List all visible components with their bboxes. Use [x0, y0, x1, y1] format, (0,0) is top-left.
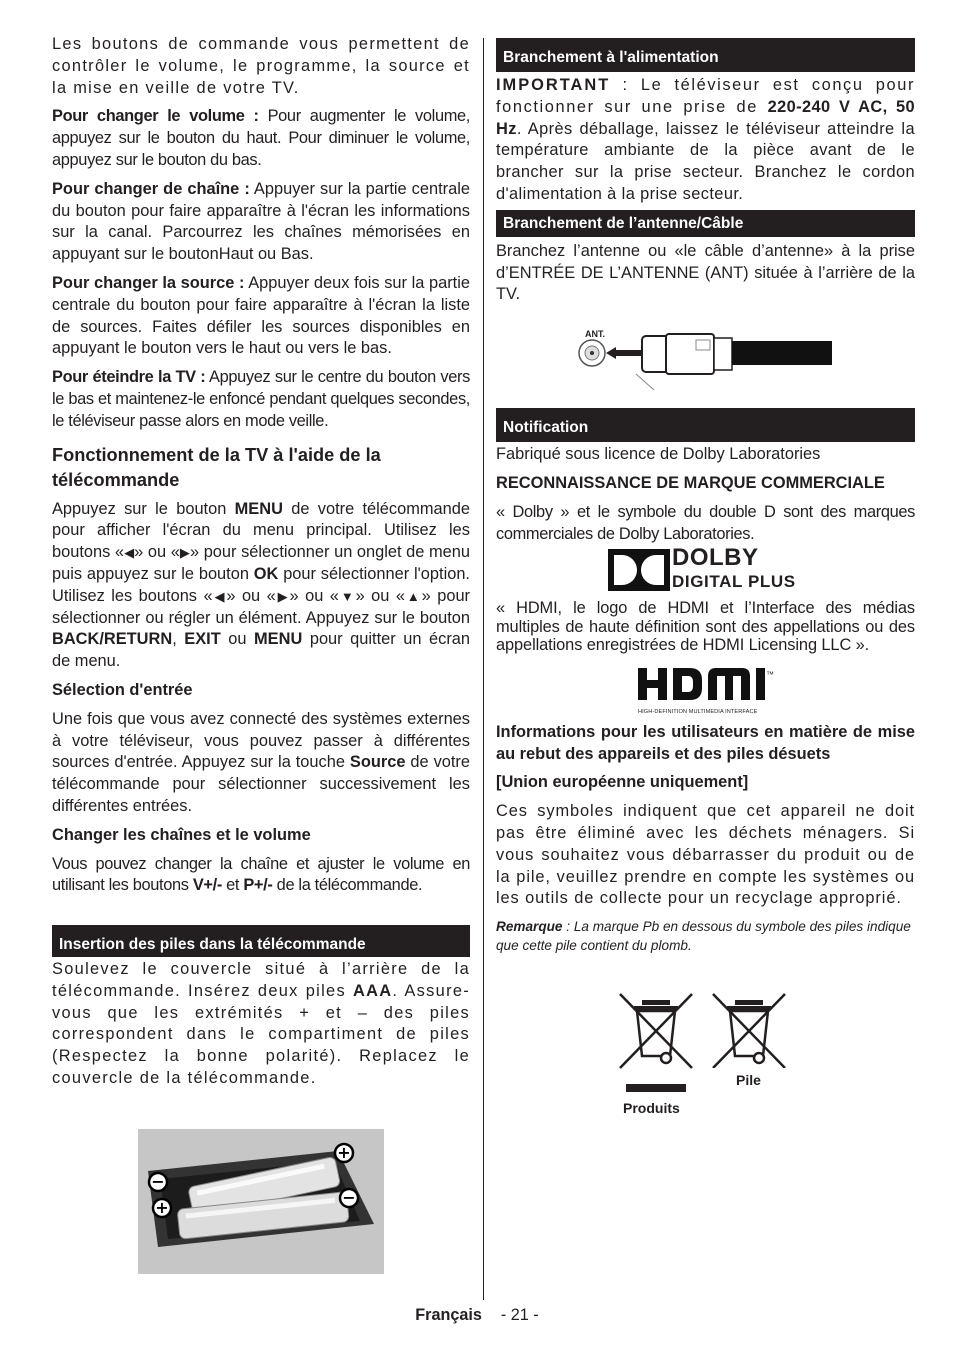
battery-label: Pile [736, 1072, 761, 1088]
menu-key: MENU [234, 499, 283, 518]
dolby-paragraph: « Dolby » et le symbole du double D sont des marques commerciales de Dolby Laboratories. [496, 502, 915, 543]
exit-key: EXIT [184, 630, 221, 649]
intro-paragraph: Les boutons de commande vous permettent de contrôler le volume, le programme, la source et la mise en veille de votre TV. [52, 35, 470, 97]
note-text: : La marque Pb en dessous du symbole des piles indique que cette pile contient du plomb. [496, 919, 911, 954]
antenna-diagram [496, 320, 915, 390]
power-section-bar: Branchement à l'alimentation [496, 38, 915, 72]
remote-heading: Fonctionnement de la TV à l'aide de la télécommande [52, 444, 381, 490]
source-paragraph [52, 273, 470, 360]
remote-paragraph [52, 499, 470, 673]
back-return-key: BACK/RETURN [52, 630, 173, 649]
remote-text-8: » ou « [355, 586, 405, 605]
hdmi-paragraph: « HDMI, le logo de HDMI et l’Interface des médias multiples de haute définition sont des appellations ou des appellations enregistrées de HDMI Licensing LLC ». [496, 599, 915, 655]
channel-paragraph [52, 179, 470, 266]
volume-key: V+/- [192, 876, 222, 895]
notification-section-bar: Notification [496, 408, 915, 442]
aaa-label: AAA [353, 981, 393, 1000]
volume-paragraph [52, 106, 470, 171]
battery-compartment-image [138, 1129, 384, 1274]
input-text-1: Une fois que vous avez connecté des systèmes externes à votre téléviseur, vous pouvez passer à différentes sources d'entrée. Appuyez sur la touche [52, 709, 470, 772]
channel-label: Pour changer de chaîne : [52, 179, 250, 198]
svg-text:+: + [337, 1143, 351, 1162]
remote-text-2: de votre télécommande pour afficher l'écran du menu principal. Utilisez les boutons « [52, 499, 470, 562]
left-arrow-icon: ◀ [212, 588, 227, 604]
chvol-text-1: Vous pouvez changer la chaîne et ajuster le volume en utilisant les boutons [52, 854, 470, 895]
batteries-text-2: . Assure-vous que les extrémités + et – des piles correspondent dans le compartiment de piles (Respectez la bonne polarité). Replacez le couvercle de la télécommande. [52, 981, 470, 1088]
hdmi-tm: ™ [766, 669, 774, 679]
power-paragraph [496, 75, 915, 206]
disposal-paragraph: Ces symboles indiquent que cet appareil ne doit pas être éliminé avec les déchets ménagers. Si vous souhaitez vous débarrasser du produit ou de la pile, veuillez prendre en compte les systèmes ou les outils de collecte pour un recyclage approprié. [496, 802, 915, 908]
power-text-1: : Le téléviseur est conçu pour fonctionner sur une prise de [496, 76, 915, 116]
dolby-logo-sub: DIGITAL PLUS [672, 572, 796, 592]
svg-text:+: + [155, 1198, 169, 1217]
remote-text-4: » pour sélectionner un onglet de menu puis appuyez sur le bouton [52, 543, 471, 583]
hdmi-logo [496, 662, 915, 714]
chvol-paragraph [52, 854, 470, 898]
dolby-licence-text: Fabriqué sous licence de Dolby Laboratories [496, 445, 821, 464]
important-label: IMPORTANT [496, 76, 611, 94]
batteries-section-bar: Insertion des piles dans la télécommande [52, 925, 470, 957]
chvol-heading: Changer les chaînes et le volume [52, 825, 311, 844]
antenna-section-bar: Branchement de l’antenne/Câble [496, 210, 915, 237]
svg-text:−: − [151, 1172, 165, 1191]
input-heading: Sélection d'entrée [52, 680, 193, 699]
source-label: Pour changer la source : [52, 273, 245, 292]
menu-key-2: MENU [254, 630, 303, 649]
chvol-text-2: et [221, 876, 244, 895]
note-paragraph [496, 917, 915, 955]
eu-heading: [Union européenne uniquement] [496, 773, 749, 792]
input-paragraph [52, 709, 470, 818]
antenna-paragraph: Branchez l’antenne ou «le câble d’antenne» à la prise d’ENTRÉE DE L’ANTENNE (ANT) située à l’arrière de la TV. [496, 241, 915, 304]
source-key: Source [349, 753, 406, 772]
right-column [496, 38, 915, 965]
remote-text-11: ou [220, 630, 255, 649]
batteries-paragraph [52, 959, 470, 1090]
off-paragraph [52, 367, 470, 432]
ant-label: ANT. [585, 329, 605, 340]
channel-text: Appuyer sur la partie centrale du bouton pour faire apparaître à l'écran les informations sur la canal. Parcourrez les chaînes mémorisées en appuyant sur le boutonHaut ou Bas. [52, 179, 470, 264]
disposal-heading: Informations pour les utilisateurs en matière de mise au rebut des appareils et des piles désuets [496, 722, 915, 763]
ok-key: OK [253, 564, 279, 583]
left-column [52, 34, 470, 1097]
off-label: Pour éteindre la TV : [52, 368, 206, 387]
right-arrow-icon: ▶ [179, 545, 190, 561]
remote-text-12: pour quitter un écran de menu. [52, 630, 471, 671]
footer-language: Français [415, 1306, 482, 1324]
hdmi-logo-sub: HIGH-DEFINITION MULTIMEDIA INTERFACE [638, 708, 758, 715]
up-arrow-icon: ▲ [404, 588, 422, 604]
remote-text-7: » ou « [289, 586, 339, 605]
weee-battery-symbol [711, 992, 787, 1092]
remote-text-10: , [172, 630, 185, 649]
note-label: Remarque [496, 919, 563, 935]
program-key: P+/- [243, 876, 273, 895]
volume-label: Pour changer le volume : [52, 107, 259, 126]
dolby-logo [496, 544, 915, 593]
down-arrow-icon: ▼ [338, 588, 356, 604]
source-text: Appuyer deux fois sur la partie centrale du bouton pour faire apparaître à l'écran la liste de sources. Faites défiler les sources disponibles en appuyant le bouton vers le haut ou vers le bas. [52, 273, 470, 358]
column-divider [483, 38, 484, 1300]
svg-text:−: − [342, 1188, 356, 1207]
trademark-heading: RECONNAISSANCE DE MARQUE COMMERCIALE [496, 473, 885, 492]
page-footer [0, 1306, 954, 1325]
volume-text: Pour augmenter le volume, appuyez sur le bouton du haut. Pour diminuer le volume, appuyez sur le bouton du bas. [52, 107, 470, 169]
weee-product-symbol [618, 992, 694, 1116]
remote-text-3: » ou « [134, 543, 180, 562]
products-label: Produits [623, 1100, 680, 1116]
remote-text-5: pour sélectionner l'option. Utilisez les boutons « [52, 564, 470, 605]
voltage-label: 220-240 V AC, 50 Hz [496, 97, 916, 138]
dolby-logo-name: DOLBY [672, 544, 759, 572]
left-arrow-icon: ◀ [124, 545, 135, 561]
remote-text-6: » ou « [226, 586, 276, 605]
batteries-text-1: Soulevez le couvercle situé à l’arrière de la télécommande. Insérez deux piles [52, 960, 470, 1000]
right-arrow-icon: ▶ [275, 588, 290, 604]
off-text: Appuyez sur le centre du bouton vers le bas et maintenez-le enfoncé pendant quelques secondes, le téléviseur passe alors en mode veille. [52, 368, 470, 430]
remote-text-9: » pour sélectionner ou régler un élément. Appuyez sur le bouton [52, 586, 471, 627]
input-text-2: de votre télécommande pour sélectionner successivement les différentes entrées. [52, 753, 471, 815]
chvol-text-3: de la télécommande. [272, 876, 423, 895]
page-number: - 21 - [500, 1306, 539, 1324]
power-text-2: . Après déballage, laissez le téléviseur atteindre la température ambiante de la pièce avant de le brancher sur la prise secteur. Branchez le cordon d'alimentation à la prise secteur. [496, 119, 915, 203]
remote-text-1: Appuyez sur le bouton [52, 499, 235, 518]
